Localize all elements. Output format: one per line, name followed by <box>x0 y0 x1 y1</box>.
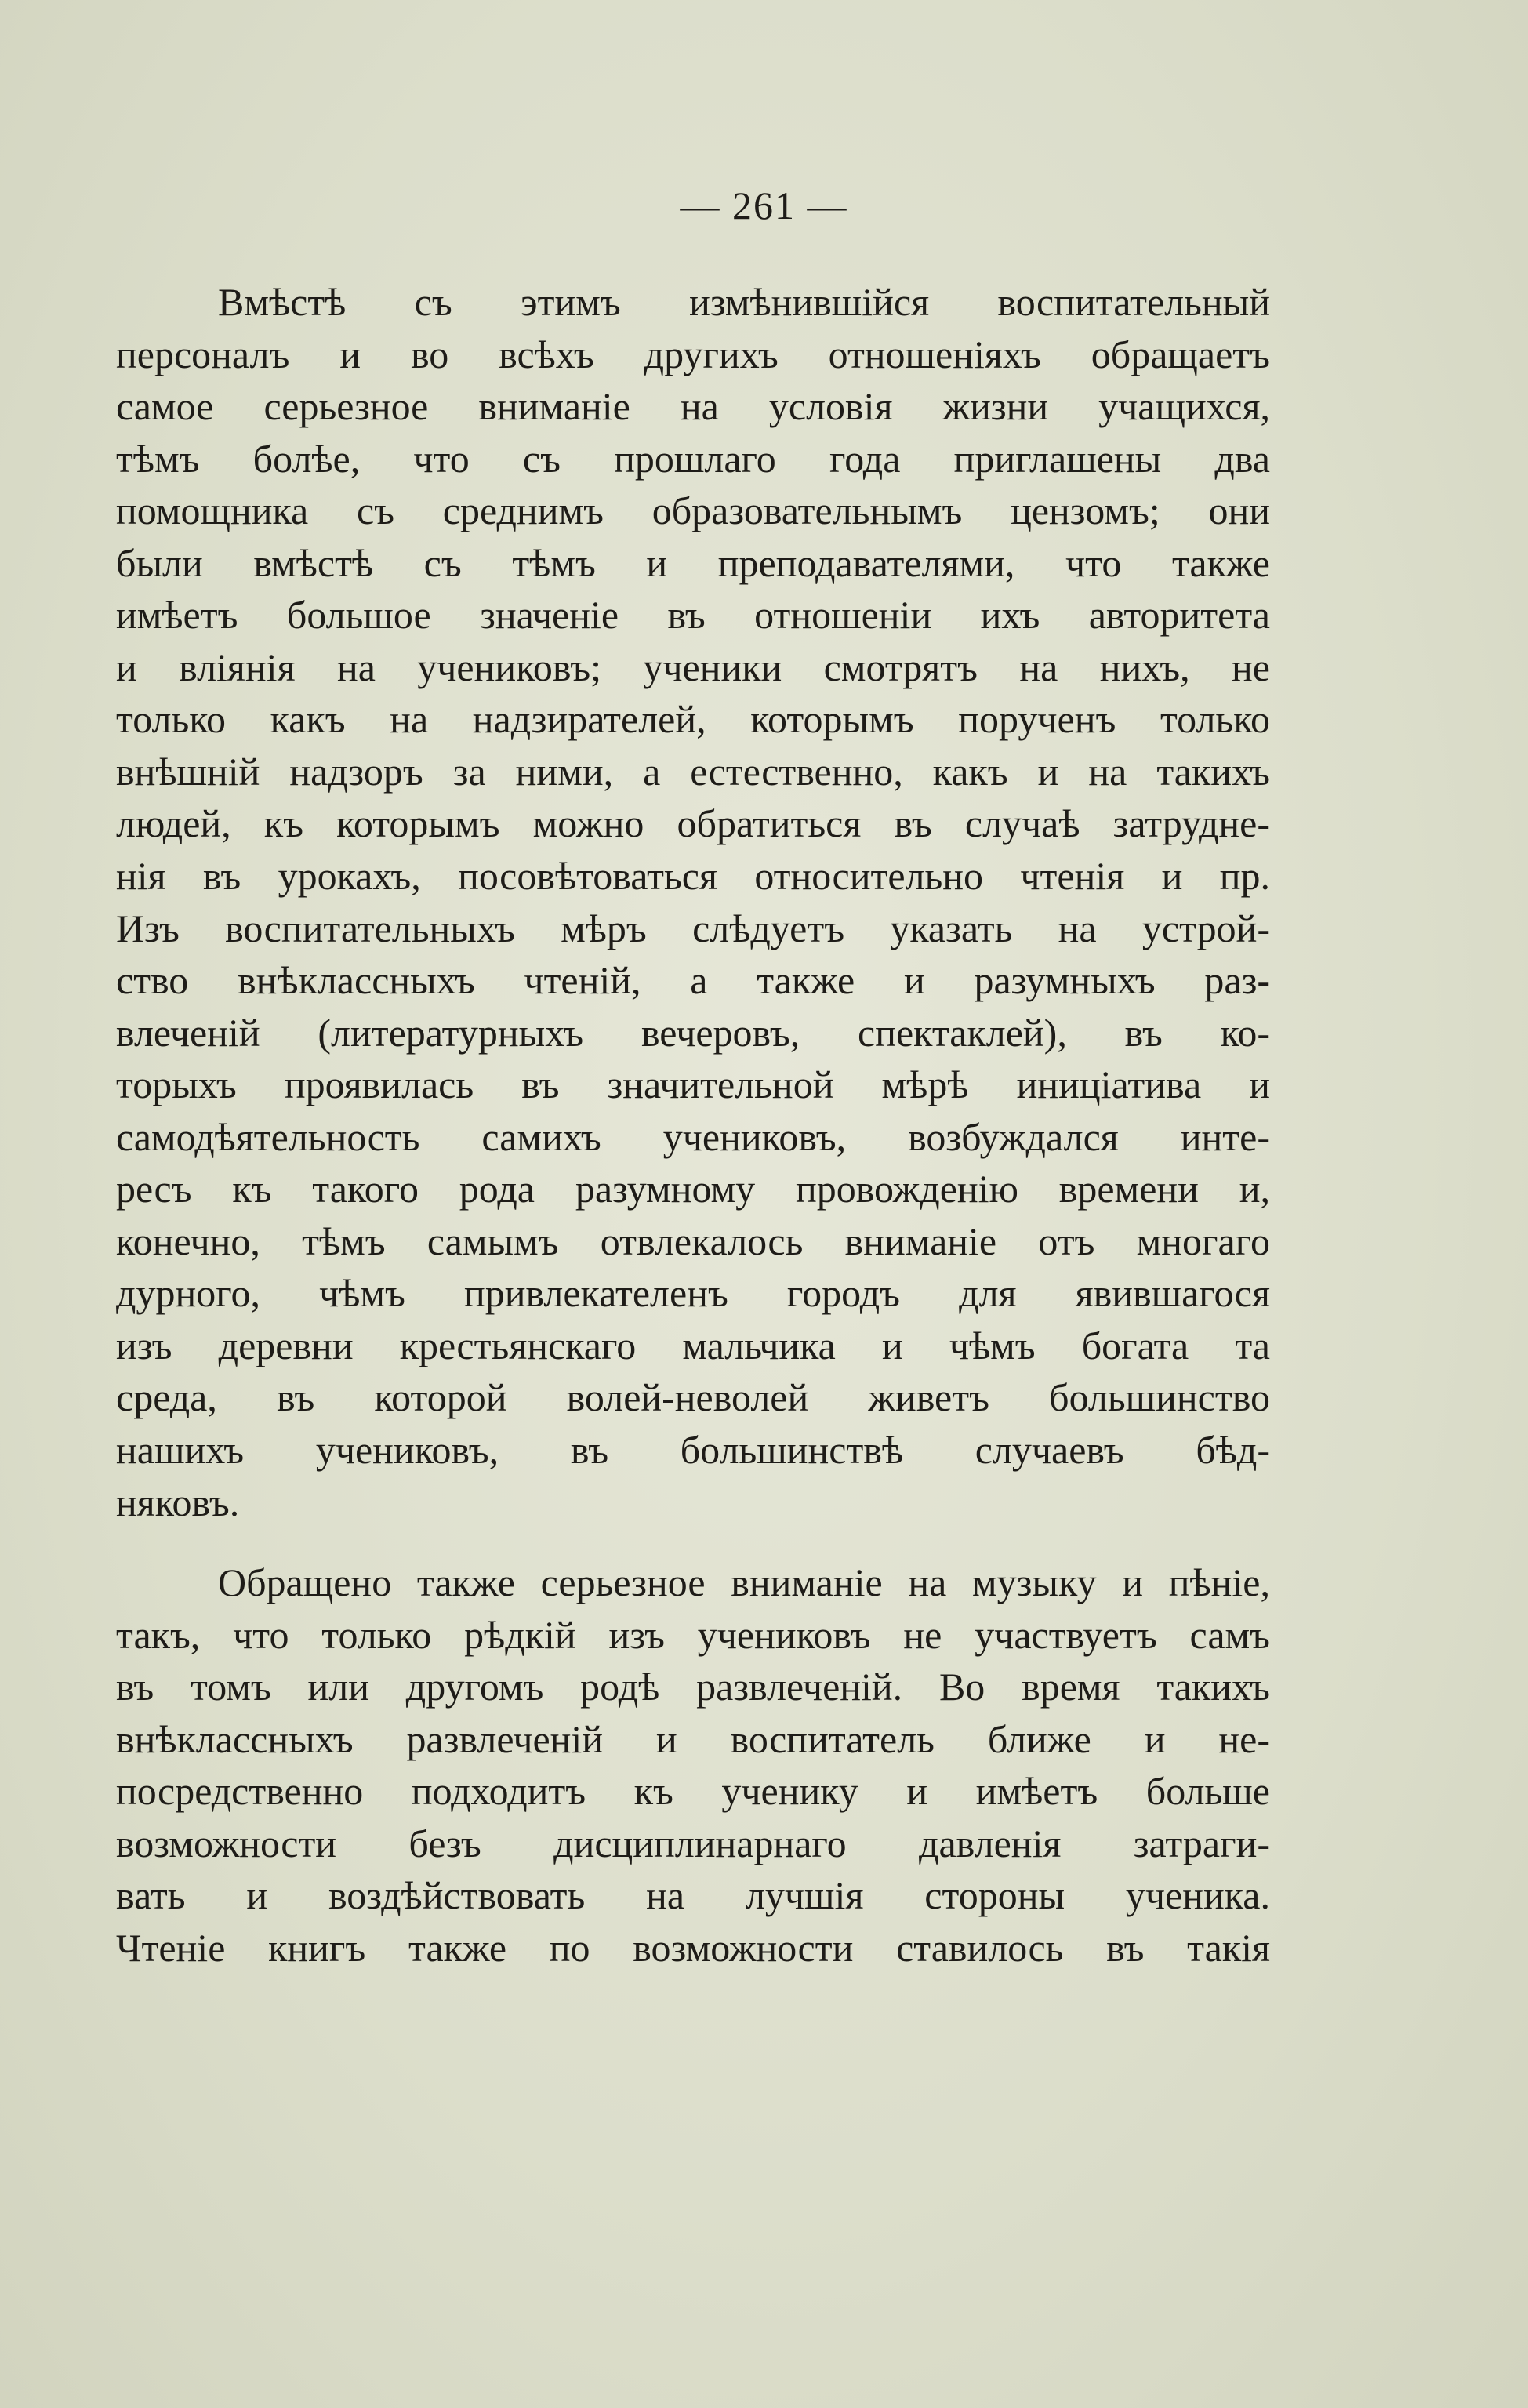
text-line: Изъ воспитательныхъ мѣръ слѣдуетъ указать на устрой- <box>116 906 1270 950</box>
paragraph-2 <box>116 1556 1270 1974</box>
text-line: влеченій (литературныхъ вечеровъ, спектаклей), въ ко- <box>116 1010 1270 1055</box>
text-line: людей, къ которымъ можно обратиться въ случаѣ затрудне- <box>116 801 1270 846</box>
text-line: и вліянія на учениковъ; ученики смотрятъ на нихъ, не <box>116 645 1270 689</box>
text-line: вать и воздѣйствовать на лучшія стороны ученика. <box>116 1873 1270 1918</box>
text-line: нашихъ учениковъ, въ большинствѣ случаевъ бѣд- <box>116 1428 1270 1473</box>
text-line: были вмѣстѣ съ тѣмъ и преподавателями, что также <box>116 540 1270 585</box>
paragraph-1 <box>116 276 1270 1528</box>
text-line: тѣмъ болѣе, что съ прошлаго года приглашены два <box>116 436 1270 481</box>
text-line: изъ деревни крестьянскаго мальчика и чѣмъ богата та <box>116 1323 1270 1367</box>
text-line: такъ, что только рѣдкій изъ учениковъ не участвуетъ самъ <box>116 1612 1270 1657</box>
text-line: самодѣятельность самихъ учениковъ, возбуждался инте- <box>116 1114 1270 1159</box>
text-line: возможности безъ дисциплинарнаго давленія затраги- <box>116 1821 1270 1865</box>
page-number: — 261 — <box>680 183 848 227</box>
text-line: внѣклассныхъ развлеченій и воспитатель ближе и не- <box>116 1716 1270 1761</box>
text-line: ресъ къ такого рода разумному провожденію времени и, <box>116 1167 1270 1211</box>
text-line: внѣшній надзоръ за ними, а естественно, какъ и на такихъ <box>116 749 1270 794</box>
text-line: Вмѣстѣ съ этимъ измѣнившійся воспитательный <box>218 280 1270 324</box>
body-text <box>116 276 1270 1974</box>
text-line: няковъ. <box>116 1480 240 1524</box>
text-line: Чтеніе книгъ также по возможности ставилось въ такія <box>116 1925 1270 1970</box>
text-line: ство внѣклассныхъ чтеній, а также и разумныхъ раз- <box>116 958 1270 1003</box>
text-line: дурного, чѣмъ привлекателенъ городъ для явившагося <box>116 1271 1270 1316</box>
text-line: имѣетъ большое значеніе въ отношеніи ихъ авторитета <box>116 593 1270 637</box>
text-line: въ томъ или другомъ родѣ развлеченій. Во время такихъ <box>116 1665 1270 1709</box>
text-line: среда, въ которой волей-неволей живетъ большинство <box>116 1375 1270 1420</box>
text-line: персоналъ и во всѣхъ другихъ отношеніяхъ обращаетъ <box>116 332 1270 376</box>
text-line: только какъ на надзирателей, которымъ порученъ только <box>116 697 1270 742</box>
text-line: нія въ урокахъ, посовѣтоваться относительно чтенія и пр. <box>116 854 1270 899</box>
paragraph-gap <box>116 1528 1270 1556</box>
text-line: Обращено также серьезное вниманіе на музыку и пѣніе, <box>218 1560 1270 1605</box>
text-line: посредственно подходитъ къ ученику и имѣетъ больше <box>116 1769 1270 1814</box>
text-line: торыхъ проявилась въ значительной мѣрѣ иниціатива и <box>116 1062 1270 1107</box>
text-line: помощника съ среднимъ образовательнымъ цензомъ; они <box>116 489 1270 533</box>
text-line: самое серьезное вниманіе на условія жизни учащихся, <box>116 384 1270 429</box>
text-line: конечно, тѣмъ самымъ отвлекалось вниманіе отъ многаго <box>116 1219 1270 1263</box>
